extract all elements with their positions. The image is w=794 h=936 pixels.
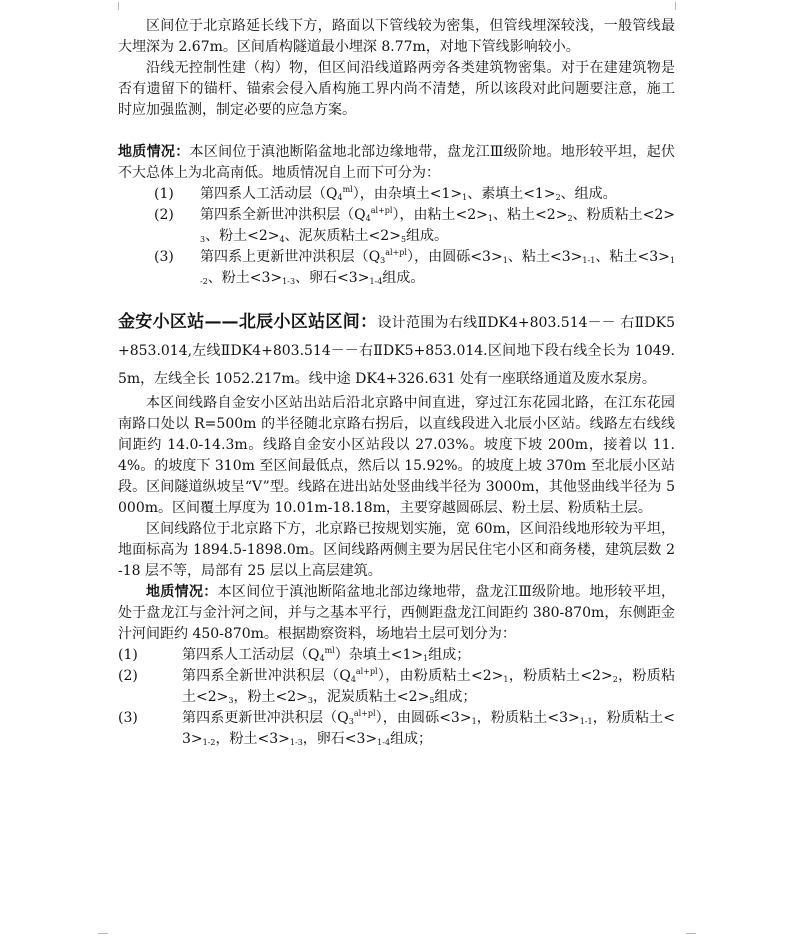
list-text: 第四系全新世冲洪积层$(Q_4^{al+pl})$，由粘土$<2>_1$、粘土$<2>_2$、粉质粘土$<2>_3$、粉土$<2>_4$、泥灰质粘土$<2>_5$组成。 xyxy=(200,206,676,244)
page-corner-mark-bottom-left xyxy=(98,933,108,934)
geology-list-item xyxy=(154,205,675,247)
document-body xyxy=(118,16,675,750)
geology-list-item xyxy=(118,666,675,708)
list-number: (1) xyxy=(154,186,174,202)
paragraph-buildings: 沿线无控制性建（构）物，但区间沿线道路两旁各类建筑物密集。对于在建建筑物是否有遗留下的锚杆、锚索会侵入盾构施工界内尚不清楚，所以该段对此问题要注意，施工时应加强监测，制定必要的应急方案。 xyxy=(118,60,675,118)
paragraph-pipeline: 区间位于北京路延长线下方，路面以下管线较为密集，但管线埋深较浅，一般管线最大埋深为 2.67m。区间盾构隧道最小埋深 8.77m，对地下管线影响较小。 xyxy=(118,18,675,55)
list-text: 第四系上更新世冲洪积层$(Q_3^{al+pl})$，由圆砾$<3>_1$、粘土$<3>_{1-1}$、粘土$<3>_{1-2}$、粉土$<3>_{1-3}$、卵石$<3>_{1-4}$组成。 xyxy=(200,248,675,286)
spacer xyxy=(118,121,675,142)
section-scope-text: 设计范围为右线ⅡDK4+803.514－－ 右ⅡDK5+853.014,左线ⅡDK4+803.514－－右ⅡDK5+853.014.区间地下段右线全长为 1049.5m，左线全长 1052.217m。线中途 DK4+326.631 处有一座联络通道及废水泵房。 xyxy=(118,315,676,387)
geology-label: 地质情况： xyxy=(146,584,218,600)
geology-text: 本区间位于滇池断陷盆地北部边缘地带，盘龙江Ⅲ级阶地。地形较平坦，起伏不大总体上为北高南低。地质情况自上而下可分为： xyxy=(118,144,676,181)
list-number: (2) xyxy=(118,668,138,684)
list-number: (1) xyxy=(118,647,138,663)
section-heading-paragraph xyxy=(118,308,675,393)
spacer xyxy=(118,289,675,308)
list-number: (3) xyxy=(154,249,174,265)
list-text: 第四系全新世冲洪积层$(Q_4^{al+pl})$，由粉质粘土$<2>_1$，粉质粘土$<2>_2$，粉质粘土$<2>_3$，粉土$<2>_3$，泥炭质粘土$<2>_5$组成； xyxy=(182,667,676,705)
geology-text: 本区间位于滇池断陷盆地北部边缘地带，盘龙江Ⅲ级阶地。地形较平坦，处于盘龙江与金汁河之间，并与之基本平行，西侧距盘龙江间距约 380-870m，东侧距金汁河间距约 450-870m。根据勘察资料，场地岩土层可划分为： xyxy=(118,584,676,642)
geology-paragraph-2 xyxy=(118,582,675,645)
paragraph-route: 本区间线路自金安小区站出站后沿北京路中间直进，穿过江东花园北路，在江东花园南路口处以 R=500m 的半径随北京路右拐后，以直线段进入北辰小区站。线路左右线线间距约 14.0-14.3m。线路自金安小区站段以 27.03%。坡度下坡 200m，接着以 11.4%。的坡度下 310m 至区间最低点，然后以 15.92%。的坡度上坡 370m 至北辰小区站段。区间隧道纵坡呈“V”型。线路在进出站处竖曲线半径为 3000m，其他竖曲线半径为 5000m。区间覆土厚度为 10.01m-18.18m，主要穿越圆砾层、粉土层、粉质粘土层。 xyxy=(118,395,675,516)
list-number: (2) xyxy=(154,207,174,223)
section-title: 金安小区站——北辰小区站区间： xyxy=(118,312,378,332)
list-text: 第四系人工活动层$(Q_4^{ml})$，由杂填土$<1>_1$、素填土$<1>_2$、组成。 xyxy=(200,185,617,202)
geology-list-item xyxy=(154,247,675,289)
geology-label: 地质情况： xyxy=(118,144,190,160)
paragraph-surroundings: 区间线路位于北京路下方，北京路已按规划实施，宽 60m，区间沿线地形较为平坦，地面标高为 1894.5-1898.0m。区间线路两侧主要为居民住宅小区和商务楼，建筑层数 2-18 层不等，局部有 25 层以上高层建筑。 xyxy=(118,521,675,579)
geology-list-item xyxy=(118,708,675,750)
geology-list-item xyxy=(118,645,675,666)
page-corner-mark-top-right xyxy=(675,2,686,10)
geology-list-item xyxy=(154,184,675,205)
list-text: 第四系更新世冲洪积层$(Q_3^{al+pl})$，由圆砾$<3>_1$，粉质粘土$<3>_{1-1}$，粉质粘土$<3>_{1-2}$，粉土$<3>_{1-3}$，卵石$<3>_{1-4}$组成； xyxy=(182,709,676,747)
list-text: 第四系人工活动层$(Q_4^{ml})$杂填土$<1>_1$组成； xyxy=(182,646,471,663)
list-number: (3) xyxy=(118,710,138,726)
geology-paragraph-1 xyxy=(118,142,675,184)
page-corner-mark-top-left xyxy=(108,2,119,10)
page-corner-mark-bottom-right xyxy=(686,933,696,934)
